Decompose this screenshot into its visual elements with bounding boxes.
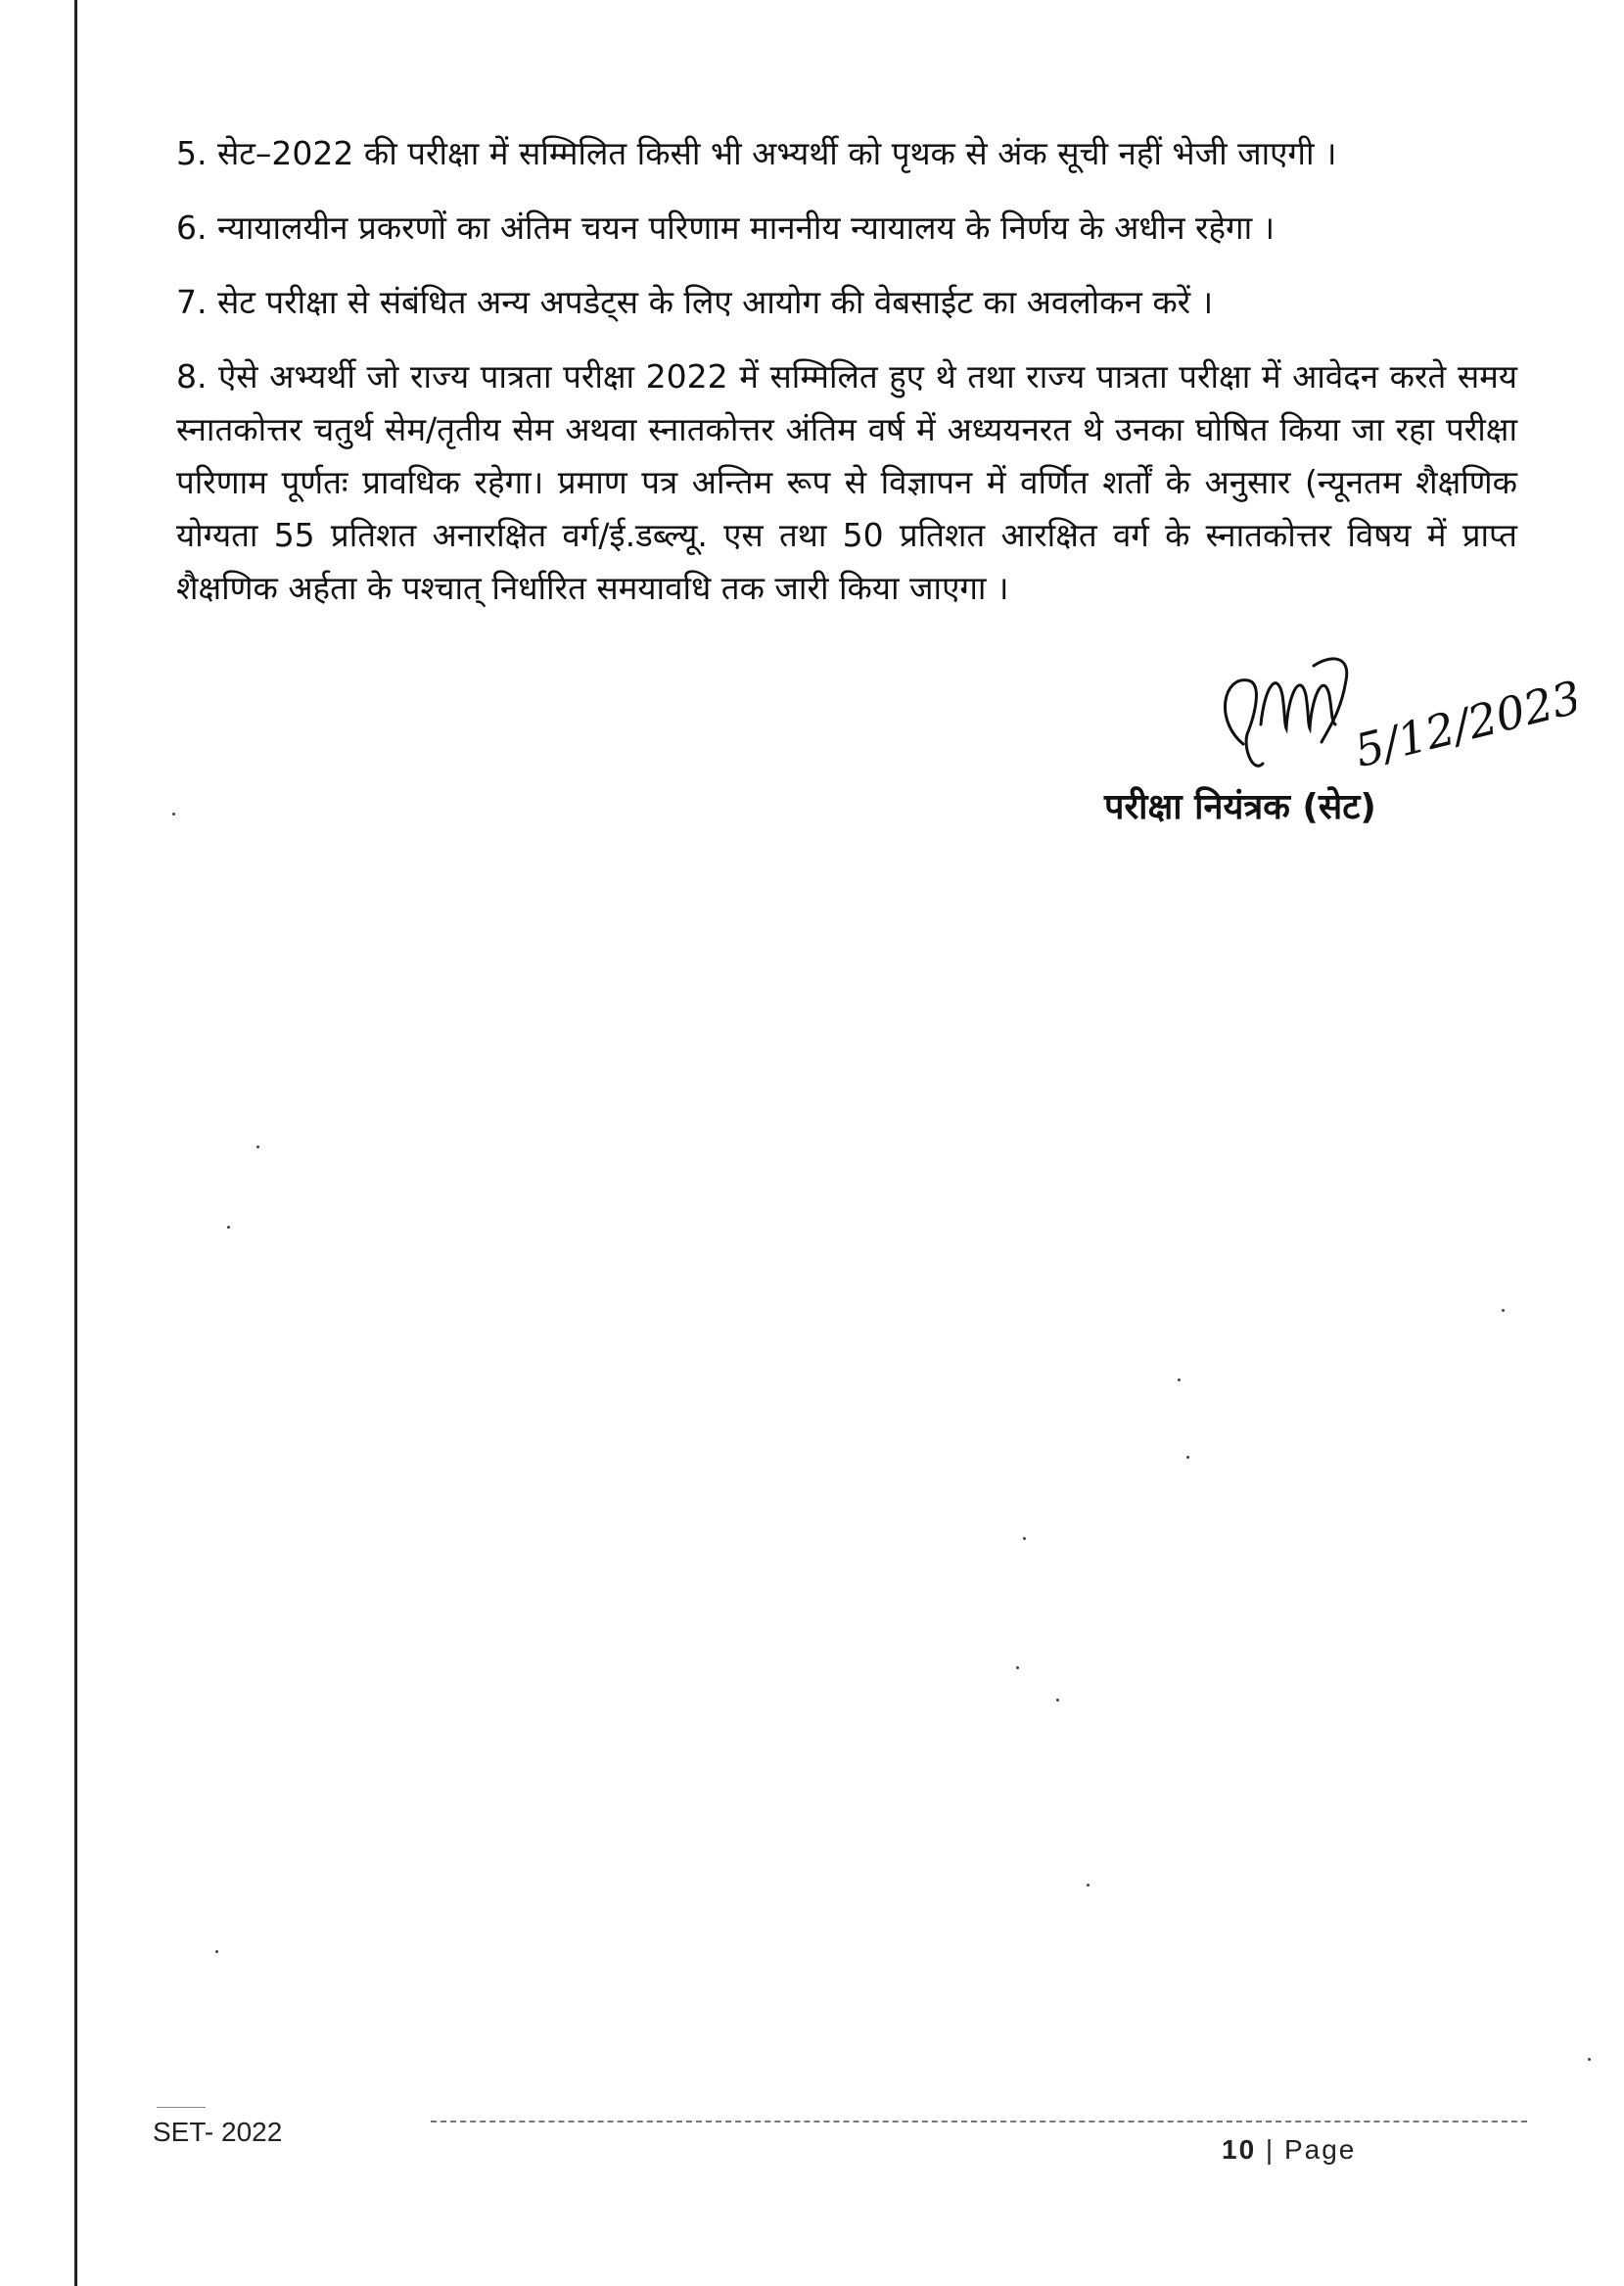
scan-speck — [227, 1226, 230, 1229]
footer-left-tick — [157, 2107, 206, 2108]
scan-speck — [1502, 1309, 1505, 1312]
scan-speck — [256, 1145, 259, 1148]
footer-page-indicator — [1222, 2134, 1356, 2166]
notes-section — [176, 127, 1517, 636]
page-label: | Page — [1256, 2134, 1357, 2165]
scan-speck — [1588, 2058, 1591, 2061]
handwritten-signature — [1204, 627, 1576, 793]
scan-speck — [1186, 1456, 1189, 1459]
scan-speck — [215, 1950, 218, 1953]
scan-speck — [172, 813, 175, 816]
note-5: 5. सेट–2022 की परीक्षा में सम्मिलित किसी भी अभ्यर्थी को पृथक से अंक सूची नहीं भेजी जाएगी । — [176, 134, 1337, 172]
note-6: 6. न्यायालयीन प्रकरणों का अंतिम चयन परिणाम माननीय न्यायालय के निर्णय के अधीन रहेगा । — [176, 209, 1276, 247]
note-7: 7. सेट परीक्षा से संबंधित अन्य अपडेट्स के लिए आयोग की वेबसाईट का अवलोकन करें । — [176, 283, 1214, 321]
scan-speck — [1178, 1378, 1181, 1381]
footer-divider — [431, 2121, 1527, 2123]
footer-set-label: SET- 2022 — [153, 2117, 283, 2147]
scan-speck — [1087, 1884, 1090, 1887]
svg-text:5/12/2023: 5/12/2023 — [1349, 670, 1576, 778]
note-8: 8. ऐसे अभ्यर्थी जो राज्य पात्रता परीक्षा 2022 में सम्मिलित हुए थे तथा राज्य पात्रता परीक्षा में आवेदन करते समय स्नातकोत्तर चतुर्थ सेम/तृतीय सेम अथवा स्नातकोत्तर अंतिम वर्ष में अध्ययनरत थे उनका घोषित किया जा रहा परीक्षा परिणाम पूर्णतः प्रावधिक रहेगा। प्रमाण पत्र अन्तिम रूप से विज्ञापन में वर्णित शर्तों के अनुसार (न्यूनतम शैक्षणिक योग्यता 55 प्रतिशत अनारक्षित वर्ग/ई.डब्ल्यू. एस तथा 50 प्रतिशत आरक्षित वर्ग के स्नातकोत्तर विषय में प्राप्त शैक्षणिक अर्हता के पश्चात् निर्धारित समयावधि तक जारी किया जाएगा । — [176, 357, 1517, 607]
left-margin-rule — [74, 0, 77, 2286]
page-number: 10 — [1222, 2134, 1257, 2165]
scan-speck — [1016, 1666, 1019, 1669]
exam-controller-title: परीक्षा नियंत्रक (सेट) — [1104, 787, 1376, 827]
scan-speck — [1056, 1699, 1059, 1702]
scan-speck — [1023, 1537, 1026, 1540]
